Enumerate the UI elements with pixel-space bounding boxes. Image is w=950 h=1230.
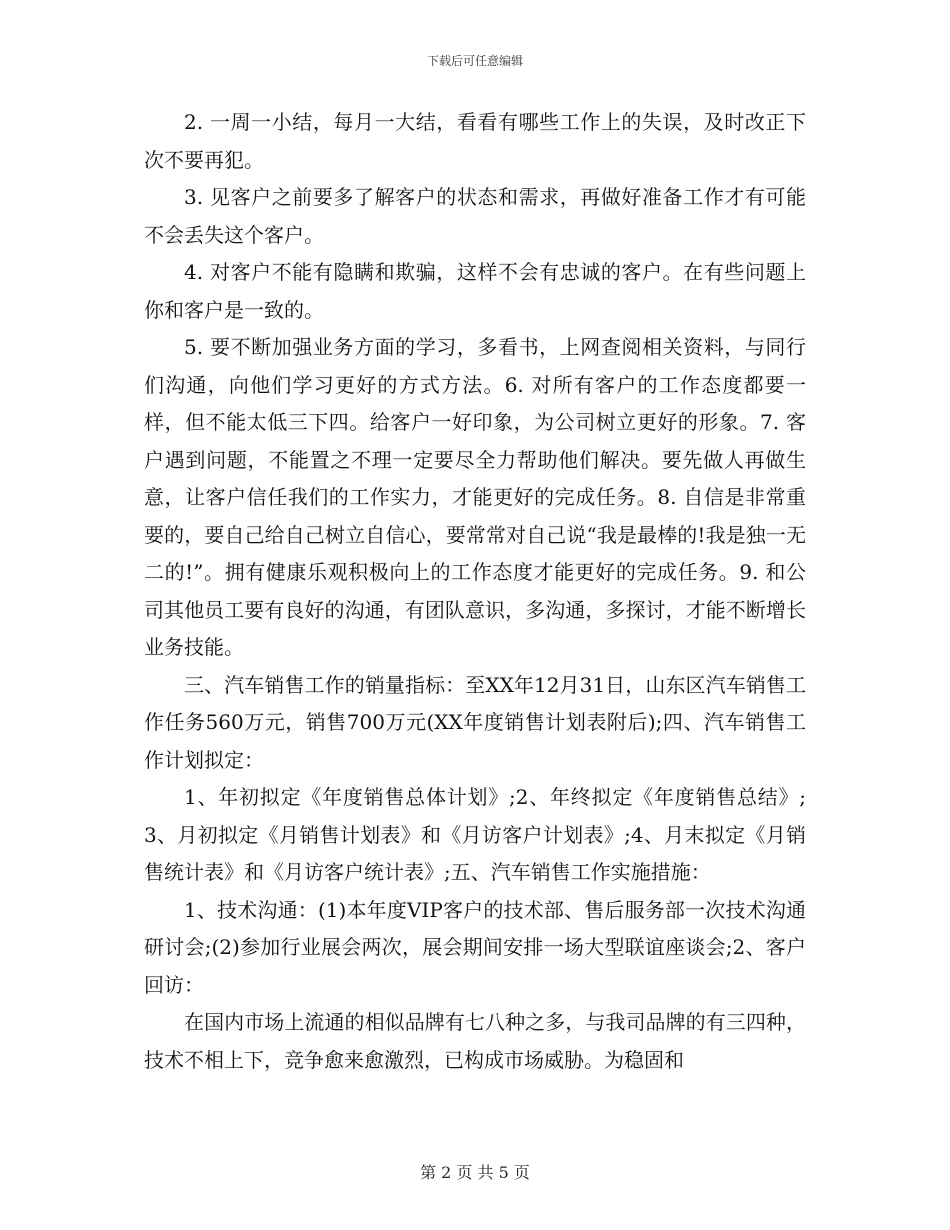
paragraph-item-2: 2. 一周一小结，每月一大结，看看有哪些工作上的失误，及时改正下次不要再犯。: [144, 110, 806, 172]
page-footer: 第 2 页 共 5 页: [420, 1163, 530, 1182]
paragraph-sales-target: 三、汽车销售工作的销量指标：至XX年12月31日，山东区汽车销售工作任务560万元，销售700万元(XX年度销售计划表附后);四、汽车销售工作计划拟定：: [144, 672, 806, 772]
paragraph-market-competition: 在国内市场上流通的相似品牌有七八种之多，与我司品牌的有三四种，技术不相上下，竞争愈来愈激烈，已构成市场威胁。为稳固和: [144, 1010, 806, 1072]
paragraph-tech-communication: 1、技术沟通：(1)本年度VIP客户的技术部、售后服务部一次技术沟通研讨会;(2)参加行业展会两次，展会期间安排一场大型联谊座谈会;2、客户回访：: [144, 897, 806, 997]
paragraph-plan-drafting: 1、年初拟定《年度销售总体计划》;2、年终拟定《年度销售总结》;3、月初拟定《月销售计划表》和《月访客户计划表》;4、月末拟定《月销售统计表》和《月访客户统计表》;五、汽车销售工作实施措施：: [144, 785, 806, 884]
paragraph-item-4: 4. 对客户不能有隐瞒和欺骗，这样不会有忠诚的客户。在有些问题上你和客户是一致的。: [144, 260, 806, 322]
page-header: 下载后可任意编辑: [426, 54, 523, 68]
document-body: [144, 104, 806, 1079]
paragraph-item-3: 3. 见客户之前要多了解客户的状态和需求，再做好准备工作才有可能不会丢失这个客户。: [144, 185, 806, 247]
paragraph-items-5-9: 5. 要不断加强业务方面的学习，多看书，上网查阅相关资料，与同行们沟通，向他们学习更好的方式方法。6. 对所有客户的工作态度都要一样，但不能太低三下四。给客户一好印象，为公司树立更好的形象。7. 客户遇到问题，不能置之不理一定要尽全力帮助他们解决。要先做人再做生意，让客户信任我们的工作实力，才能更好的完成任务。8. 自信是非常重要的，要自己给自己树立自信心，要常常对自己说“我是最棒的!我是独一无二的!”。拥有健康乐观积极向上的工作态度才能更好的完成任务。9. 和公司其他员工要有良好的沟通，有团队意识，多沟通，多探讨，才能不断增长业务技能。: [144, 335, 806, 659]
